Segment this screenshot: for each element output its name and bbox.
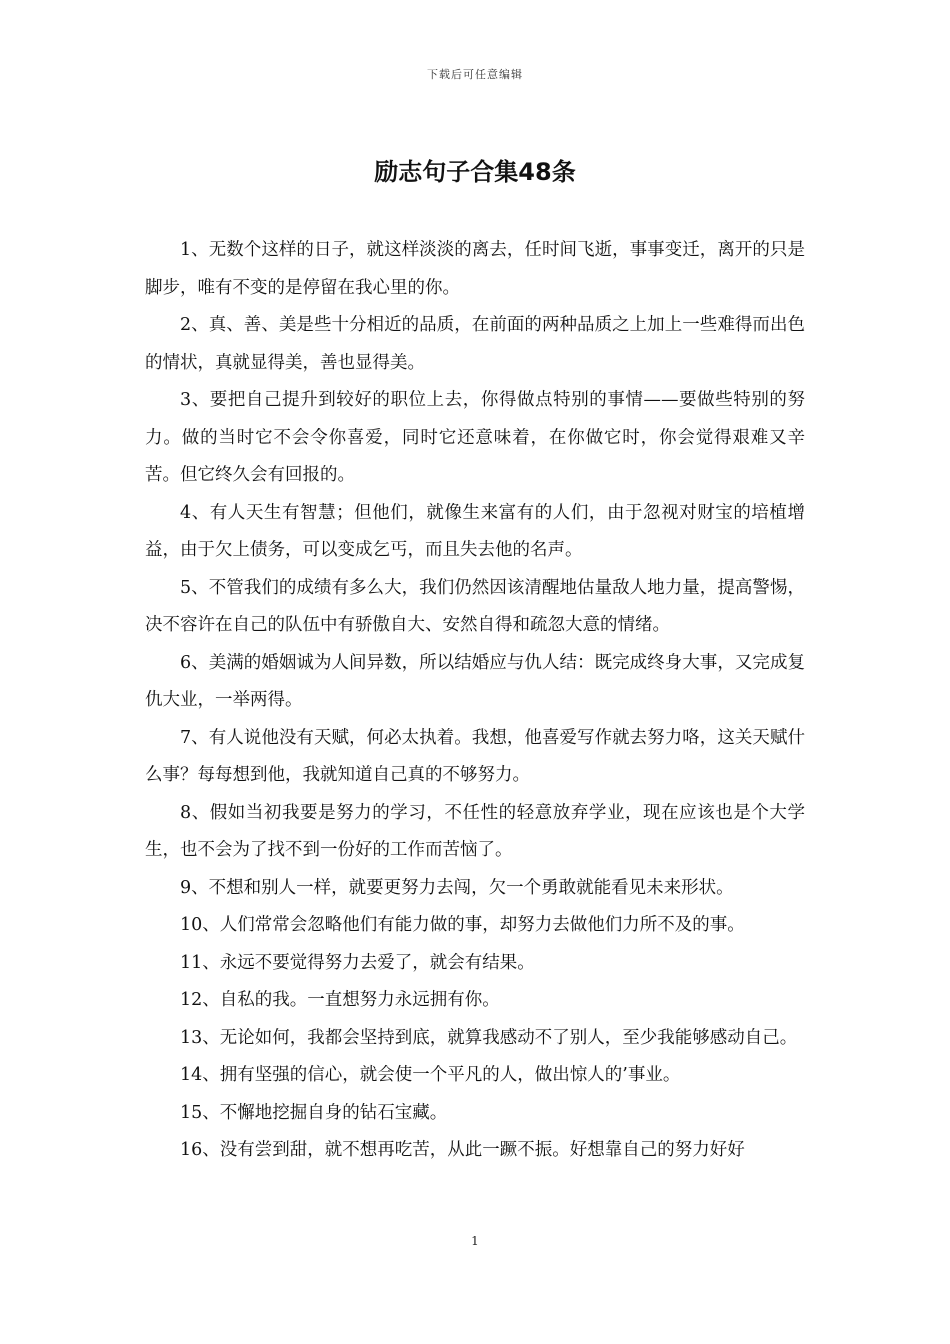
paragraph-4: 4、有人天生有智慧；但他们，就像生来富有的人们，由于忽视对财宝的培植增益，由于欠上债务，可以变成乞丐，而且失去他的名声。: [145, 502, 805, 560]
paragraph-14: 14、拥有坚强的信心，就会使一个平凡的人，做出惊人的’事业。: [180, 1065, 681, 1085]
paragraph-1: 1、无数个这样的日子，就这样淡淡的离去，任时间飞逝，事事变迁，离开的只是脚步，唯有不变的是停留在我心里的你。: [145, 240, 805, 298]
page-header: 下载后可任意编辑: [427, 68, 523, 81]
document-body: [145, 232, 805, 1170]
paragraph-6: 6、美满的婚姻诚为人间异数，所以结婚应与仇人结：既完成终身大事，又完成复仇大业，一举两得。: [145, 652, 805, 710]
paragraph-5: 5、不管我们的成绩有多么大，我们仍然因该清醒地估量敌人地力量，提高警惕，决不容许在自己的队伍中有骄傲自大、安然自得和疏忽大意的情绪。: [145, 577, 805, 635]
paragraph-7: 7、有人说他没有天赋，何必太执着。我想，他喜爱写作就去努力咯，这关天赋什么事？每每想到他，我就知道自己真的不够努力。: [145, 727, 805, 785]
document-title: 励志句子合集48条: [374, 158, 576, 186]
paragraph-13: 13、无论如何，我都会坚持到底，就算我感动不了别人，至少我能够感动自己。: [180, 1027, 798, 1048]
paragraph-3: 3、要把自己提升到较好的职位上去，你得做点特别的事情——要做些特别的努力。做的当时它不会令你喜爱，同时它还意味着，在你做它时，你会觉得艰难又辛苦。但它终久会有回报的。: [145, 390, 805, 485]
paragraph-2: 2、真、善、美是些十分相近的品质，在前面的两种品质之上加上一些难得而出色的情状，真就显得美，善也显得美。: [145, 315, 805, 373]
page-number: 1: [471, 1234, 479, 1248]
paragraph-11: 11、永远不要觉得努力去爱了，就会有结果。: [180, 952, 535, 973]
paragraph-12: 12、自私的我。一直想努力永远拥有你。: [180, 990, 500, 1010]
paragraph-9: 9、不想和别人一样，就要更努力去闯，欠一个勇敢就能看见未来形状。: [180, 877, 734, 898]
paragraph-8: 8、假如当初我要是努力的学习，不任性的轻意放弃学业，现在应该也是个大学生，也不会为了找不到一份好的工作而苦恼了。: [145, 802, 805, 860]
paragraph-15: 15、不懈地挖掘自身的钻石宝藏。: [180, 1102, 448, 1123]
paragraph-16: 16、没有尝到甜，就不想再吃苦，从此一蹶不振。好想靠自己的努力好好: [180, 1140, 745, 1160]
paragraph-10: 10、人们常常会忽略他们有能力做的事，却努力去做他们力所不及的事。: [180, 915, 745, 935]
